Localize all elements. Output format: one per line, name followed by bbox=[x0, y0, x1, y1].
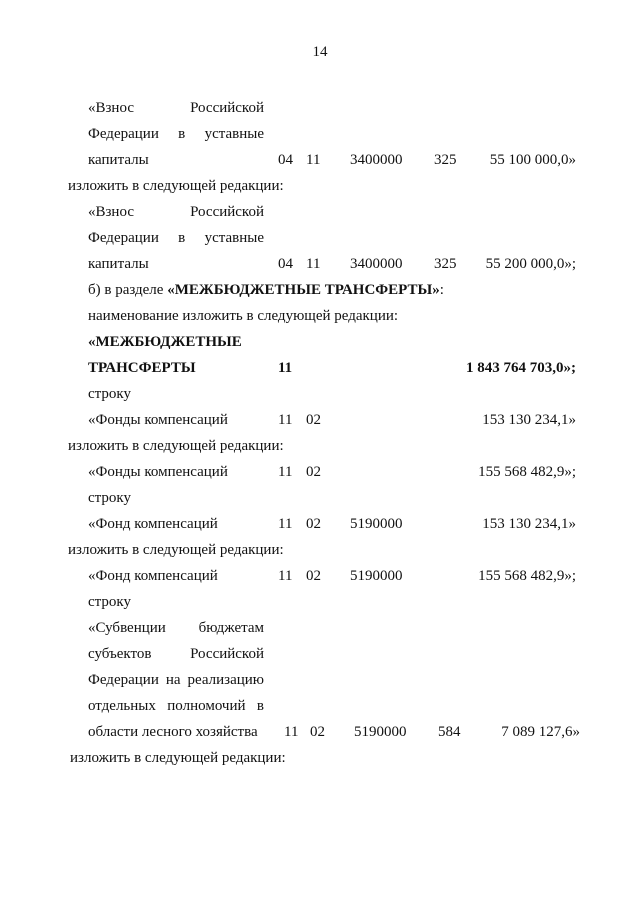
amount: 153 130 234,1» bbox=[482, 516, 576, 532]
word: уставные bbox=[204, 230, 264, 246]
page-number: 14 bbox=[312, 44, 328, 60]
row-label-line bbox=[88, 696, 264, 716]
row-label: «Фонд компенсаций bbox=[88, 516, 218, 532]
row-label-line bbox=[88, 124, 264, 144]
row-label: капиталы bbox=[88, 152, 149, 168]
word: Российской bbox=[190, 204, 264, 220]
pr-code: 02 bbox=[306, 568, 321, 584]
csr-code: 3400000 bbox=[350, 256, 403, 272]
word: в bbox=[178, 126, 186, 142]
vr-code: 584 bbox=[438, 724, 461, 740]
amount: 155 568 482,9»; bbox=[478, 568, 576, 584]
rz-code: 04 bbox=[278, 256, 293, 272]
table-row bbox=[0, 358, 640, 378]
word: реализацию bbox=[187, 672, 264, 688]
pr-code: 02 bbox=[306, 412, 321, 428]
word: субъектов bbox=[88, 646, 152, 662]
row-label-line bbox=[88, 670, 264, 690]
word: в bbox=[256, 698, 264, 714]
amount: 7 089 127,6» bbox=[501, 724, 580, 740]
table-row bbox=[0, 722, 640, 742]
word: на bbox=[165, 672, 181, 688]
instruction-text: наименование изложить в следующей редакции: bbox=[88, 308, 399, 324]
word: «Субвенции bbox=[88, 620, 166, 636]
amount: 55 200 000,0»; bbox=[485, 256, 576, 272]
word: Федерации bbox=[88, 230, 159, 246]
amount: 155 568 482,9»; bbox=[478, 464, 576, 480]
row-label-line bbox=[88, 618, 264, 638]
word: бюджетам bbox=[198, 620, 264, 636]
word: Российской bbox=[190, 100, 264, 116]
row-label-line: «МЕЖБЮДЖЕТНЫЕ bbox=[88, 334, 242, 350]
word: «Взнос bbox=[88, 100, 134, 116]
instruction-text: строку bbox=[88, 594, 131, 610]
row-label: капиталы bbox=[88, 256, 149, 272]
table-row bbox=[0, 462, 640, 482]
section-heading bbox=[88, 280, 444, 300]
word: Федерации bbox=[88, 126, 159, 142]
row-label: «Фонд компенсаций bbox=[88, 568, 218, 584]
row-label: области лесного хозяйства bbox=[88, 724, 258, 740]
amount: 1 843 764 703,0»; bbox=[466, 360, 576, 376]
vr-code: 325 bbox=[434, 256, 457, 272]
csr-code: 5190000 bbox=[350, 516, 403, 532]
amount: 55 100 000,0» bbox=[489, 152, 576, 168]
csr-code: 3400000 bbox=[350, 152, 403, 168]
word: «Взнос bbox=[88, 204, 134, 220]
instruction-text: изложить в следующей редакции: bbox=[70, 750, 286, 766]
row-label-line bbox=[88, 202, 264, 222]
table-row bbox=[0, 150, 640, 170]
table-row bbox=[0, 514, 640, 534]
row-label: «Фонды компенсаций bbox=[88, 464, 228, 480]
word: в bbox=[178, 230, 186, 246]
rz-code: 11 bbox=[278, 516, 293, 532]
word: отдельных bbox=[88, 698, 156, 714]
csr-code: 5190000 bbox=[354, 724, 407, 740]
vr-code: 325 bbox=[434, 152, 457, 168]
rz-code: 11 bbox=[284, 724, 299, 740]
instruction-text: строку bbox=[88, 386, 131, 402]
instruction-text: изложить в следующей редакции: bbox=[68, 178, 284, 194]
table-row bbox=[0, 566, 640, 586]
word: полномочий bbox=[167, 698, 246, 714]
rz-code: 11 bbox=[278, 360, 293, 376]
pr-code: 02 bbox=[310, 724, 325, 740]
instruction-text: изложить в следующей редакции: bbox=[68, 542, 284, 558]
instruction-text: изложить в следующей редакции: bbox=[68, 438, 284, 454]
row-label: «Фонды компенсаций bbox=[88, 412, 228, 428]
word: Российской bbox=[190, 646, 264, 662]
heading-section-name: «МЕЖБЮДЖЕТНЫЕ ТРАНСФЕРТЫ» bbox=[167, 282, 440, 298]
instruction-text: строку bbox=[88, 490, 131, 506]
amount: 153 130 234,1» bbox=[482, 412, 576, 428]
pr-code: 02 bbox=[306, 464, 321, 480]
word: Федерации bbox=[88, 672, 159, 688]
heading-prefix: б) в разделе bbox=[88, 282, 168, 298]
rz-code: 04 bbox=[278, 152, 293, 168]
word: уставные bbox=[204, 126, 264, 142]
row-label: ТРАНСФЕРТЫ bbox=[88, 360, 196, 376]
pr-code: 02 bbox=[306, 516, 321, 532]
row-label-line bbox=[88, 98, 264, 118]
table-row bbox=[0, 410, 640, 430]
row-label-line bbox=[88, 644, 264, 664]
heading-suffix: : bbox=[439, 282, 444, 298]
rz-code: 11 bbox=[278, 412, 293, 428]
pr-code: 11 bbox=[306, 152, 321, 168]
csr-code: 5190000 bbox=[350, 568, 403, 584]
rz-code: 11 bbox=[278, 568, 293, 584]
pr-code: 11 bbox=[306, 256, 321, 272]
row-label-line bbox=[88, 228, 264, 248]
table-row bbox=[0, 254, 640, 274]
rz-code: 11 bbox=[278, 464, 293, 480]
